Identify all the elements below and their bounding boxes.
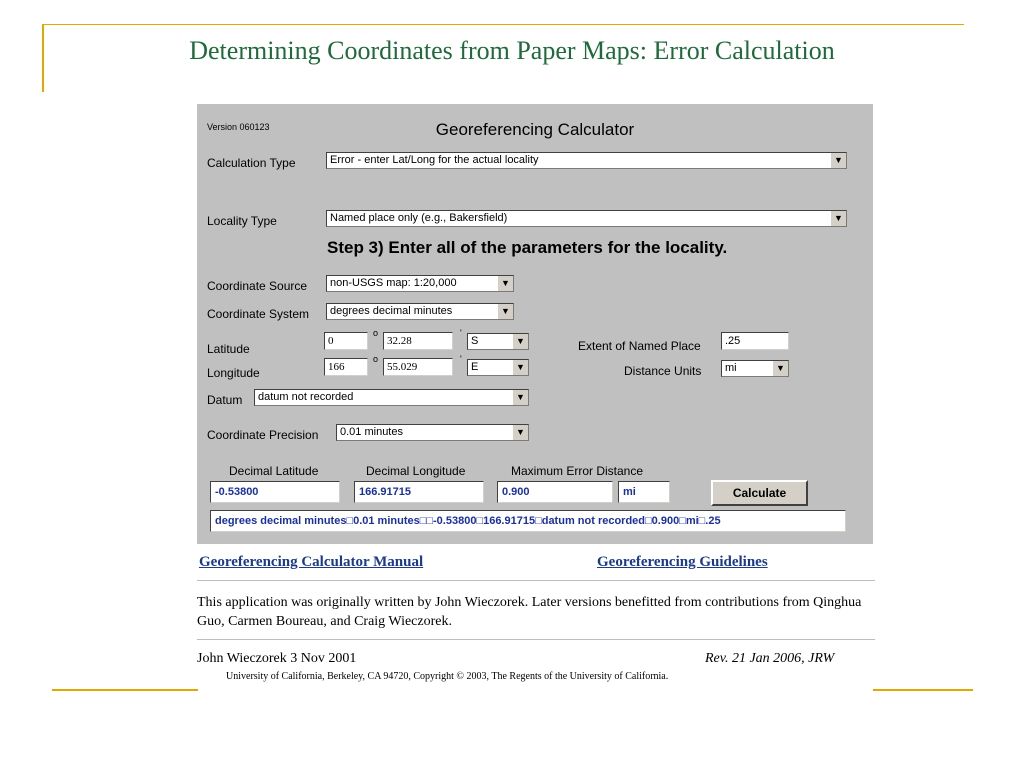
calculate-button[interactable]: Calculate [711, 480, 808, 506]
latitude-minutes-input[interactable]: 32.28 [383, 332, 453, 350]
latitude-label: Latitude [207, 342, 250, 356]
calculator-title: Georeferencing Calculator [435, 120, 635, 139]
chevron-down-icon[interactable]: ▼ [497, 276, 513, 291]
locality-type-select[interactable] [326, 210, 847, 227]
degree-symbol: o [373, 354, 379, 364]
longitude-direction-value: E [471, 361, 479, 373]
minute-symbol: ' [460, 354, 462, 364]
coordinate-precision-value: 0.01 minutes [340, 426, 403, 438]
longitude-degrees-input[interactable]: 166 [324, 358, 368, 376]
calculation-type-select[interactable] [326, 152, 847, 169]
coordinate-source-label: Coordinate Source [207, 279, 308, 293]
coordinate-system-select[interactable] [326, 303, 514, 320]
author-date: John Wieczorek 3 Nov 2001 [197, 651, 357, 666]
coordinate-precision-select[interactable] [336, 424, 529, 441]
longitude-direction-select[interactable] [467, 359, 529, 376]
slide-bottom-accent-line-left [52, 689, 198, 691]
summary-output: degrees decimal minutes□0.01 minutes□□-0.53800□166.91715□datum not recorded□0.900□mi□.25 [210, 510, 846, 532]
slide-title: Determining Coordinates from Paper Maps: Error Calculation [189, 36, 835, 65]
chevron-down-icon[interactable]: ▼ [830, 153, 846, 168]
max-error-label: Maximum Error Distance [511, 464, 644, 478]
slide-bottom-accent-line-right [873, 689, 973, 691]
chevron-down-icon[interactable]: ▼ [772, 361, 788, 376]
extent-input[interactable]: .25 [721, 332, 789, 350]
locality-type-value: Named place only (e.g., Bakersfield) [330, 212, 508, 224]
georeferencing-guidelines-link[interactable]: Georeferencing Guidelines [597, 554, 768, 570]
calculator-manual-link[interactable]: Georeferencing Calculator Manual [199, 554, 424, 570]
calculator-panel [197, 104, 873, 544]
copyright-notice: University of California, Berkeley, CA 94720, Copyright © 2003, The Regents of the University of California. [226, 671, 669, 682]
version-label: Version 060123 [207, 122, 270, 132]
distance-units-select[interactable] [721, 360, 789, 377]
decimal-longitude-output: 166.91715 [354, 481, 484, 503]
locality-type-label: Locality Type [207, 214, 277, 228]
latitude-degrees-input[interactable]: 0 [324, 332, 368, 350]
coordinate-source-select[interactable] [326, 275, 514, 292]
max-error-units-output: mi [618, 481, 670, 503]
coordinate-system-label: Coordinate System [207, 307, 310, 321]
longitude-label: Longitude [207, 366, 260, 380]
chevron-down-icon[interactable]: ▼ [512, 425, 528, 440]
coordinate-source-value: non-USGS map: 1:20,000 [330, 277, 457, 289]
chevron-down-icon[interactable]: ▼ [830, 211, 846, 226]
extent-label: Extent of Named Place [578, 339, 701, 353]
coordinate-precision-label: Coordinate Precision [207, 428, 319, 442]
chevron-down-icon[interactable]: ▼ [497, 304, 513, 319]
max-error-output: 0.900 [497, 481, 613, 503]
slide-top-accent-line [42, 24, 964, 25]
calculation-type-value: Error - enter Lat/Long for the actual locality [330, 154, 539, 166]
coordinate-system-value: degrees decimal minutes [330, 305, 453, 317]
datum-select[interactable] [254, 389, 529, 406]
degree-symbol: o [373, 328, 379, 338]
calculation-type-label: Calculation Type [207, 156, 296, 170]
divider [197, 639, 875, 640]
distance-units-value: mi [725, 362, 737, 374]
decimal-longitude-label: Decimal Longitude [366, 464, 466, 478]
longitude-minutes-input[interactable]: 55.029 [383, 358, 453, 376]
datum-value: datum not recorded [258, 391, 354, 403]
minute-symbol: ' [460, 328, 462, 338]
revision-note: Rev. 21 Jan 2006, JRW [705, 651, 835, 666]
step-heading: Step 3) Enter all of the parameters for the locality. [327, 238, 728, 257]
decimal-latitude-output: -0.53800 [210, 481, 340, 503]
latitude-direction-value: S [471, 335, 479, 347]
chevron-down-icon[interactable]: ▼ [512, 390, 528, 405]
decimal-latitude-label: Decimal Latitude [229, 464, 319, 478]
latitude-direction-select[interactable] [467, 333, 529, 350]
chevron-down-icon[interactable]: ▼ [512, 334, 528, 349]
datum-label: Datum [207, 393, 243, 407]
distance-units-label: Distance Units [624, 364, 702, 378]
chevron-down-icon[interactable]: ▼ [512, 360, 528, 375]
credits-text: This application was originally written by John Wieczorek. Later versions benefitted from contributions from Qinghua Guo, Carmen Boureau, and Craig Wieczorek. [197, 595, 862, 629]
divider [197, 580, 875, 581]
